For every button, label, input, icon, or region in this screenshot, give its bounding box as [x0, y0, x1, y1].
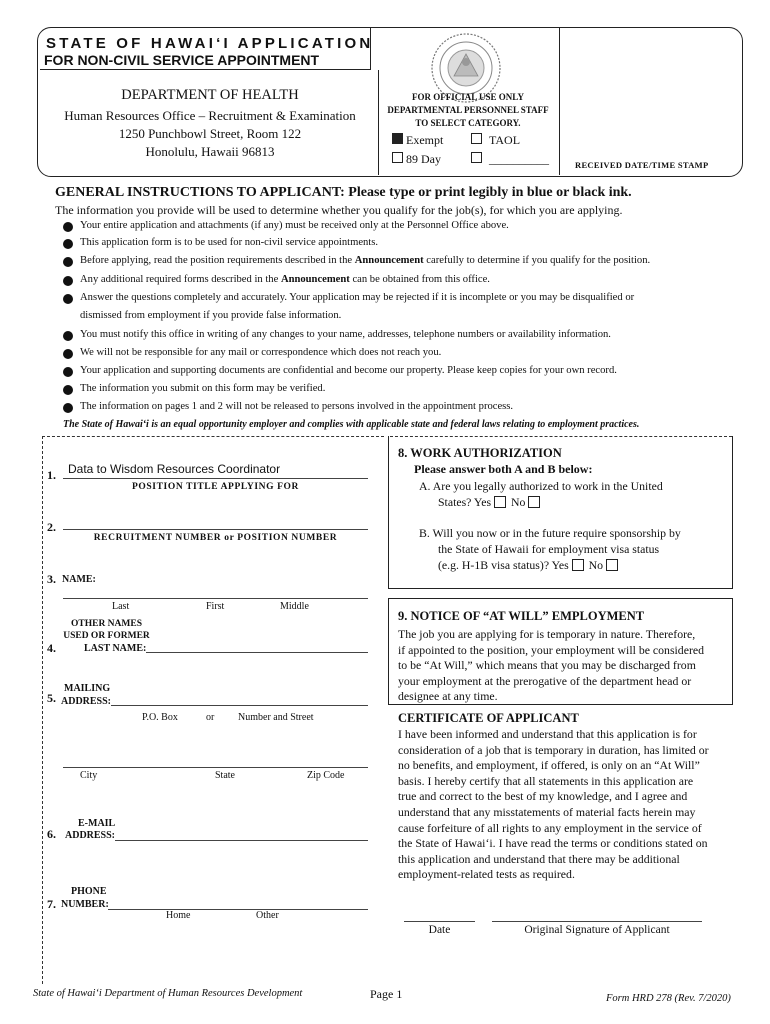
recruitment-number-caption: RECRUITMENT NUMBER or POSITION NUMBER	[93, 533, 338, 543]
question-b-line2: the State of Hawaii for employment visa status	[438, 542, 660, 556]
question-a-line2	[438, 495, 540, 511]
bullet-icon	[63, 349, 73, 359]
certificate-line: true and correct to the best of my knowledge, and I agree and	[398, 789, 688, 804]
instruction-8: Your application and supporting documents are confidential and become our property. Please keep copies for your own record.	[80, 365, 617, 376]
bullet-icon	[63, 367, 73, 377]
category-other[interactable]	[471, 152, 549, 167]
field-number-4: 4.	[47, 641, 56, 655]
name-first-caption: First	[206, 601, 225, 612]
office-name: Human Resources Office – Recruitment & Examination	[64, 108, 356, 123]
field-number-1: 1.	[47, 468, 56, 482]
category-exempt[interactable]	[392, 133, 443, 148]
instructions-intro: The information you provide will be used to determine whether you qualify for the job(s), for which you are applying.	[55, 203, 623, 217]
position-title-line	[63, 478, 368, 479]
bullet-icon	[63, 276, 73, 286]
question-a-yes-checkbox[interactable]	[494, 496, 506, 508]
question-a-no-checkbox[interactable]	[528, 496, 540, 508]
other-names-line[interactable]	[146, 652, 368, 653]
instruction-2: This application form is to be used for non-civil service appointments.	[80, 237, 379, 248]
signature-line[interactable]	[492, 921, 702, 922]
name-last-caption: Last	[112, 601, 130, 612]
certificate-line: consideration of a job that is temporary in duration, has limited or	[398, 742, 709, 757]
bullet-icon	[63, 257, 73, 267]
certificate-line: no benefits, and employment, if offered, is only on an “At Will”	[398, 758, 700, 773]
field-number-5: 5.	[47, 691, 56, 705]
at-will-heading: 9. NOTICE OF “AT WILL” EMPLOYMENT	[398, 609, 645, 623]
state-caption: State	[215, 770, 235, 781]
certificate-line: basis. I hereby certify that all statements in this application are	[398, 773, 694, 788]
email-label-l1: E-MAIL	[78, 818, 116, 829]
instruction-5-line1: Answer the questions completely and accurately. Your application may be rejected if it is incomplete or you may be disqualified or	[80, 292, 635, 303]
city-state-zip-line[interactable]	[63, 767, 368, 768]
footer-page-number: Page 1	[370, 987, 403, 1001]
header-divider-right	[559, 28, 560, 175]
other-names-label-l1: OTHER NAMES	[71, 619, 142, 629]
po-box-caption: P.O. Box	[142, 712, 178, 723]
or-caption: or	[206, 712, 215, 723]
instruction-1: Your entire application and attachments (if any) must be received only at the Personnel Office above.	[80, 220, 509, 231]
certificate-line: this application and understand that there may be additional	[398, 851, 680, 866]
taol-checkbox[interactable]	[471, 133, 482, 144]
title-divider-vertical	[370, 28, 371, 70]
email-label-l2: ADDRESS:	[65, 830, 116, 841]
bullet-icon	[63, 222, 73, 232]
phone-home-caption: Home	[166, 910, 191, 921]
certificate-line: understand that any misstatements of material facts herein may	[398, 804, 696, 819]
at-will-line: if appointed to the position, your employment will be considered	[398, 642, 705, 657]
certificate-line: employment-related tests as required.	[398, 867, 575, 882]
at-will-line: to be “At Will,” which means that you may be discharged from	[398, 658, 696, 673]
date-line[interactable]	[404, 921, 475, 922]
instruction-4-post: can be obtained from this office.	[349, 274, 490, 285]
zip-caption: Zip Code	[307, 770, 345, 781]
work-auth-heading: 8. WORK AUTHORIZATION	[398, 446, 562, 460]
instruction-3-pre: Before applying, read the position requirements described in the	[80, 255, 355, 266]
email-line[interactable]	[115, 840, 368, 841]
other-names-label-l3: LAST NAME:	[84, 643, 147, 654]
recruitment-number-line[interactable]	[63, 529, 368, 530]
position-title-value[interactable]: Data to Wisdom Resources Coordinator	[68, 462, 281, 476]
certificate-heading: CERTIFICATE OF APPLICANT	[398, 711, 579, 725]
mailing-address-line[interactable]	[111, 705, 368, 706]
field-number-7: 7.	[47, 897, 56, 911]
question-b-no-label: No	[588, 558, 604, 572]
number-street-caption: Number and Street	[238, 712, 314, 723]
question-b-yes-checkbox[interactable]	[572, 559, 584, 571]
other-names-label	[49, 618, 164, 642]
certificate-text	[398, 727, 733, 883]
category-89day[interactable]	[392, 152, 441, 167]
question-b-no-checkbox[interactable]	[606, 559, 618, 571]
instruction-6: You must notify this office in writing of any changes to your name, addresses, telephone numbers or availability information.	[80, 329, 611, 340]
left-frame-top	[42, 436, 384, 437]
left-frame-side	[42, 436, 43, 984]
certificate-line: the State of Hawai‘i. I have read the terms or conditions stated on	[398, 836, 708, 851]
work-auth-subheading: Please answer both A and B below:	[414, 462, 593, 476]
office-street: 1250 Punchbowl Street, Room 122	[118, 126, 302, 141]
mailing-label-l2: ADDRESS:	[61, 696, 112, 707]
instruction-5-line2: dismissed from employment if you provide false information.	[80, 310, 342, 321]
department-name: DEPARTMENT OF HEALTH	[121, 87, 299, 103]
field-number-3: 3.	[47, 572, 56, 586]
footer-form-number: Form HRD 278 (Rev. 7/2020)	[606, 993, 731, 1004]
day89-label: 89 Day	[406, 152, 441, 166]
official-use-line2: DEPARTMENTAL PERSONNEL STAFF	[387, 105, 549, 115]
instruction-7: We will not be responsible for any mail or correspondence which does not reach you.	[80, 347, 442, 358]
exempt-label: Exempt	[406, 133, 444, 147]
at-will-line: designee at any time.	[398, 689, 498, 704]
question-a-no-label: No	[511, 495, 526, 509]
bullet-icon	[63, 385, 73, 395]
bullet-icon	[63, 294, 73, 304]
received-stamp-label: RECEIVED DATE/TIME STAMP	[575, 160, 709, 170]
phone-label-l1: PHONE	[71, 886, 107, 897]
name-label: NAME:	[62, 574, 96, 585]
title-divider	[40, 69, 370, 70]
name-middle-caption: Middle	[280, 601, 309, 612]
taol-label: TAOL	[489, 133, 521, 147]
certificate-line: I have been informed and understand that this application is for	[398, 727, 697, 741]
question-a-yes-label: States? Yes	[438, 495, 492, 509]
phone-line[interactable]	[108, 909, 368, 910]
instruction-10: The information on pages 1 and 2 will not be released to persons involved in the appointment process.	[80, 401, 514, 412]
category-taol[interactable]	[471, 133, 520, 148]
other-names-label-l2: USED OR FORMER	[63, 631, 150, 641]
question-b-line3	[438, 558, 618, 574]
question-b-yes-label: (e.g. H-1B visa status)? Yes	[438, 558, 569, 572]
instruction-4	[80, 274, 490, 285]
official-use-note	[378, 91, 558, 130]
instructions-heading: GENERAL INSTRUCTIONS TO APPLICANT: Please type or print legibly in blue or black ink.	[55, 185, 632, 200]
eeo-statement: The State of Hawai‘i is an equal opportunity employer and complies with applicable state and federal laws relating to employment practices.	[63, 419, 640, 430]
instruction-4-bold: Announcement	[280, 274, 350, 285]
day89-checkbox[interactable]	[392, 152, 403, 163]
question-b-line1: B. Will you now or in the future require sponsorship by	[419, 526, 681, 540]
question-a-line1: A. Are you legally authorized to work in the United	[419, 479, 663, 493]
name-line[interactable]	[63, 598, 368, 599]
footer-agency: State of Hawai‘i Department of Human Resources Development	[33, 988, 303, 999]
city-caption: City	[80, 770, 98, 781]
certificate-line: cause forfeiture of all rights to any employment in the service of	[398, 820, 702, 835]
field-number-2: 2.	[47, 520, 56, 534]
official-use-line1: FOR OFFICIAL USE ONLY	[412, 92, 524, 102]
form-title-line2: FOR NON-CIVIL SERVICE APPOINTMENT	[44, 52, 320, 68]
bullet-icon	[63, 331, 73, 341]
signature-caption: Original Signature of Applicant	[524, 924, 670, 936]
instruction-3	[80, 255, 650, 266]
at-will-text	[398, 627, 728, 705]
phone-label-l2: NUMBER:	[61, 899, 109, 910]
bullet-icon	[63, 403, 73, 413]
bullet-icon	[63, 239, 73, 249]
instruction-3-bold: Announcement	[354, 255, 424, 266]
field-number-6: 6.	[47, 827, 56, 841]
official-use-line3: TO SELECT CATEGORY.	[415, 118, 521, 128]
instruction-4-pre: Any additional required forms described in the	[80, 274, 281, 285]
exempt-checkbox[interactable]	[392, 133, 403, 144]
phone-other-caption: Other	[256, 910, 279, 921]
instruction-3-post: carefully to determine if you qualify for the position.	[423, 255, 651, 266]
mailing-label-l1: MAILING	[64, 683, 111, 694]
at-will-line: The job you are applying for is temporary in nature. Therefore,	[398, 627, 696, 641]
instruction-9: The information you submit on this form may be verified.	[80, 383, 326, 394]
date-caption: Date	[428, 924, 451, 936]
form-title-line1: STATE OF HAWAI‘I APPLICATION	[46, 35, 374, 52]
other-category-blank: __________	[489, 152, 549, 166]
other-category-checkbox[interactable]	[471, 152, 482, 163]
at-will-line: your employment at the prerogative of the department head or	[398, 673, 692, 688]
office-city: Honolulu, Hawaii 96813	[145, 144, 275, 159]
position-title-caption: POSITION TITLE APPLYING FOR	[132, 482, 299, 492]
